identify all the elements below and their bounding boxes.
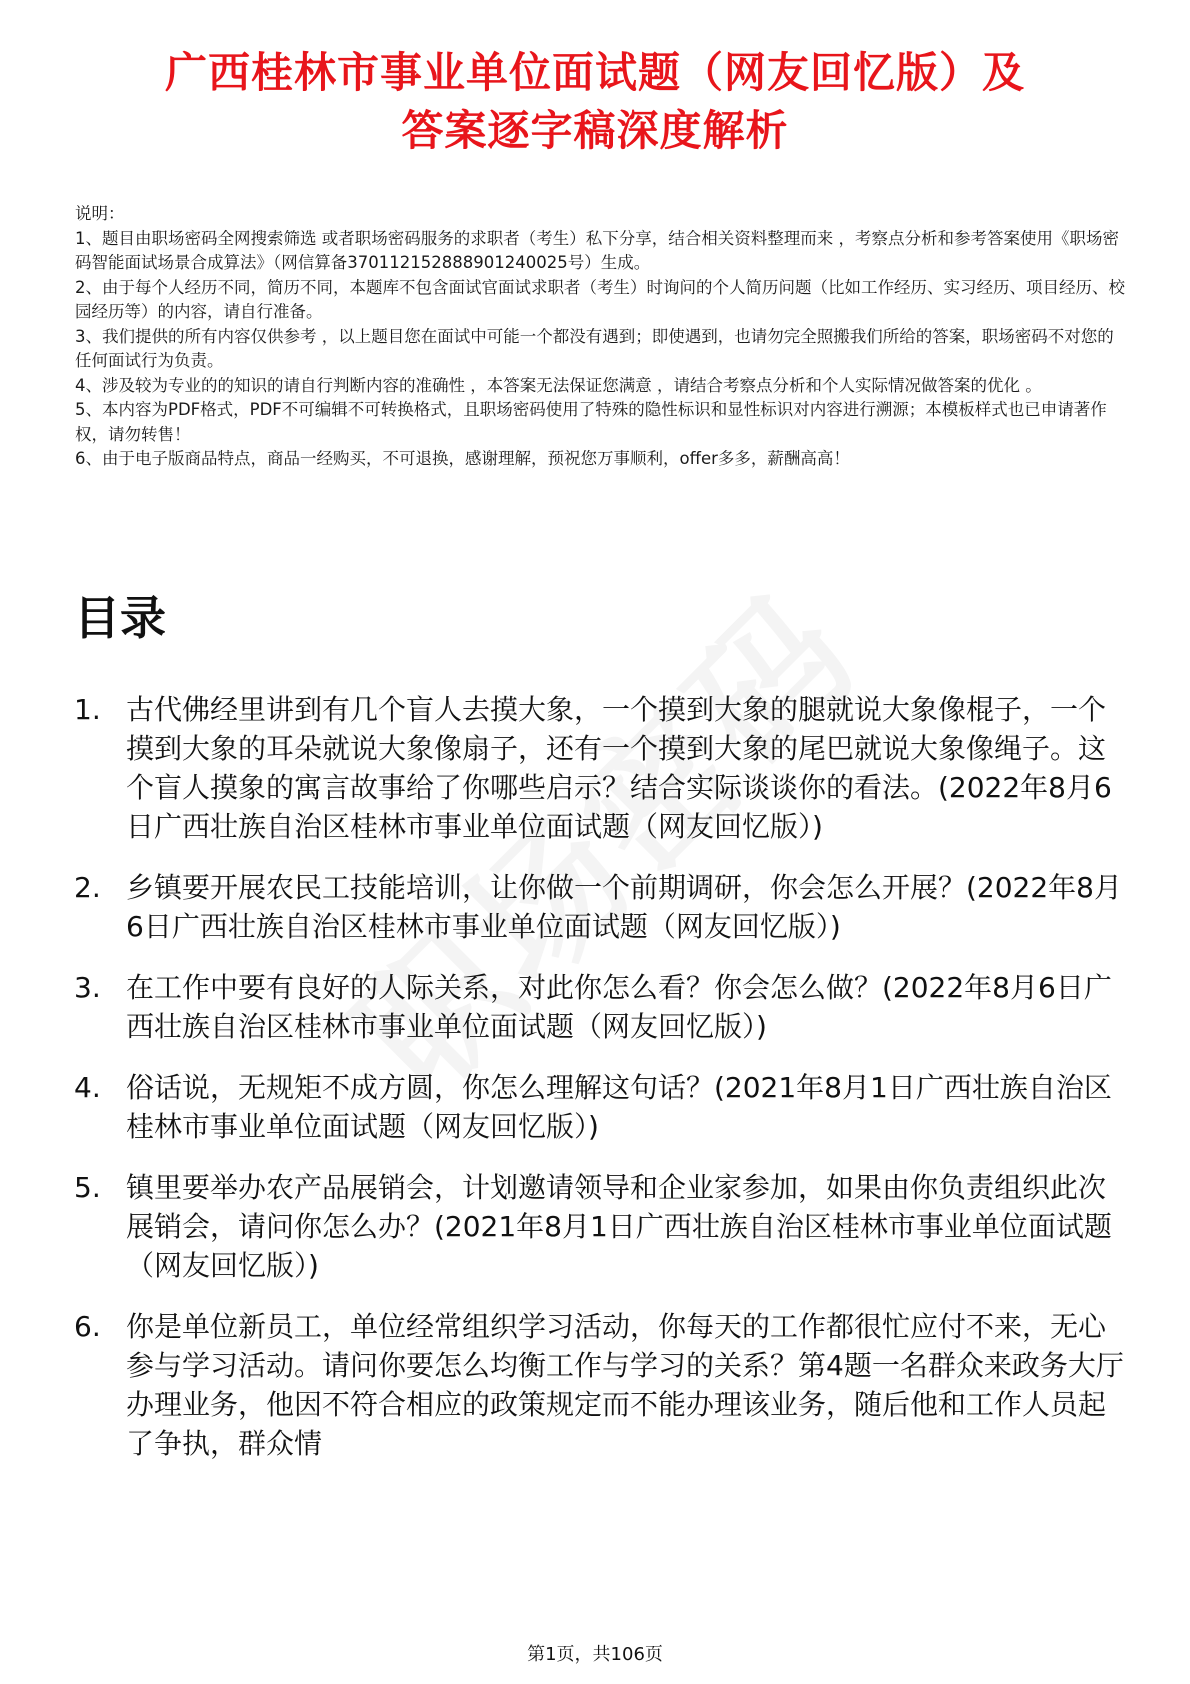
- toc-item-text[interactable]: 你是单位新员工，单位经常组织学习活动，你每天的工作都很忙应付不来，无心参与学习活动。请问你要怎么均衡工作与学习的关系？第4题一名群众来政务大厅办理业务，他因不符合相应的政策规定而不能办理该业务，随后他和工作人员起了争执，群众情: [126, 1310, 1124, 1460]
- toc-item[interactable]: [74, 1307, 1124, 1463]
- toc-item-text[interactable]: 乡镇要开展农民工技能培训，让你做一个前期调研，你会怎么开展？(2022年8月6日广西壮族自治区桂林市事业单位面试题（网友回忆版）): [126, 871, 1122, 943]
- toc-item-text[interactable]: 古代佛经里讲到有几个盲人去摸大象，一个摸到大象的腿就说大象像棍子，一个摸到大象的耳朵就说大象像扇子，还有一个摸到大象的尾巴就说大象像绳子。这个盲人摸象的寓言故事给了你哪些启示？结合实际谈谈你的看法。(2022年8月6日广西壮族自治区桂林市事业单位面试题（网友回忆版）): [126, 693, 1112, 843]
- document-title: [40, 44, 1150, 160]
- toc-item-number: 4.: [74, 1071, 101, 1104]
- title-line-2: 答案逐字稿深度解析: [401, 106, 789, 155]
- page-number: 第1页，共106页: [527, 1644, 663, 1665]
- toc-item[interactable]: [74, 968, 1124, 1046]
- toc-item-number: 1.: [74, 693, 101, 726]
- toc-item[interactable]: [74, 1168, 1124, 1285]
- notes-section: [75, 202, 1125, 472]
- toc-item[interactable]: [74, 1068, 1124, 1146]
- note-item: 6、由于电子版商品特点，商品一经购买，不可退换，感谢理解，预祝您万事顺利，offer多多，薪酬高高！: [75, 449, 850, 468]
- toc-item-number: 2.: [74, 871, 101, 904]
- note-item: 1、题目由职场密码全网搜索筛选 或者职场密码服务的求职者（考生）私下分享，结合相关资料整理而来 ，考察点分析和参考答案使用《职场密码智能面试场景合成算法》（网信算备370112152888901240025号）生成。: [75, 228, 1119, 272]
- toc-item-number: 5.: [74, 1171, 101, 1204]
- notes-heading: 说明：: [75, 204, 125, 223]
- toc-item-number: 3.: [74, 971, 101, 1004]
- note-item: 4、涉及较为专业的的知识的请自行判断内容的准确性 ，本答案无法保证您满意 ，请结合考察点分析和个人实际情况做答案的优化 。: [75, 375, 1042, 395]
- toc-item-text[interactable]: 在工作中要有良好的人际关系，对此你怎么看？你会怎么做？(2022年8月6日广西壮族自治区桂林市事业单位面试题（网友回忆版）): [126, 971, 1112, 1043]
- note-item: 3、我们提供的所有内容仅供参考 ，以上题目您在面试中可能一个都没有遇到；即使遇到，也请勿完全照搬我们所给的答案，职场密码不对您的任何面试行为负责。: [75, 326, 1114, 370]
- toc-item[interactable]: [74, 690, 1124, 846]
- note-item: 2、由于每个人经历不同，简历不同，本题库不包含面试官面试求职者（考生）时询问的个人简历问题（比如工作经历、实习经历、项目经历、校园经历等）的内容，请自行准备。: [75, 277, 1125, 321]
- toc-heading: 目录: [74, 591, 166, 645]
- title-line-1: 广西桂林市事业单位面试题（网友回忆版）及: [164, 48, 1025, 97]
- toc-item-text[interactable]: 俗话说，无规矩不成方圆，你怎么理解这句话？(2021年8月1日广西壮族自治区桂林市事业单位面试题（网友回忆版）): [126, 1071, 1112, 1143]
- toc-list: [74, 690, 1124, 1485]
- toc-item[interactable]: [74, 868, 1124, 946]
- toc-item-text[interactable]: 镇里要举办农产品展销会，计划邀请领导和企业家参加，如果由你负责组织此次展销会，请问你怎么办？(2021年8月1日广西壮族自治区桂林市事业单位面试题（网友回忆版）): [126, 1171, 1112, 1282]
- toc-item-number: 6.: [74, 1310, 101, 1343]
- note-item: 5、本内容为PDF格式，PDF不可编辑不可转换格式，且职场密码使用了特殊的隐性标识和显性标识对内容进行溯源；本模板样式也已申请著作权，请勿转售！: [75, 400, 1107, 444]
